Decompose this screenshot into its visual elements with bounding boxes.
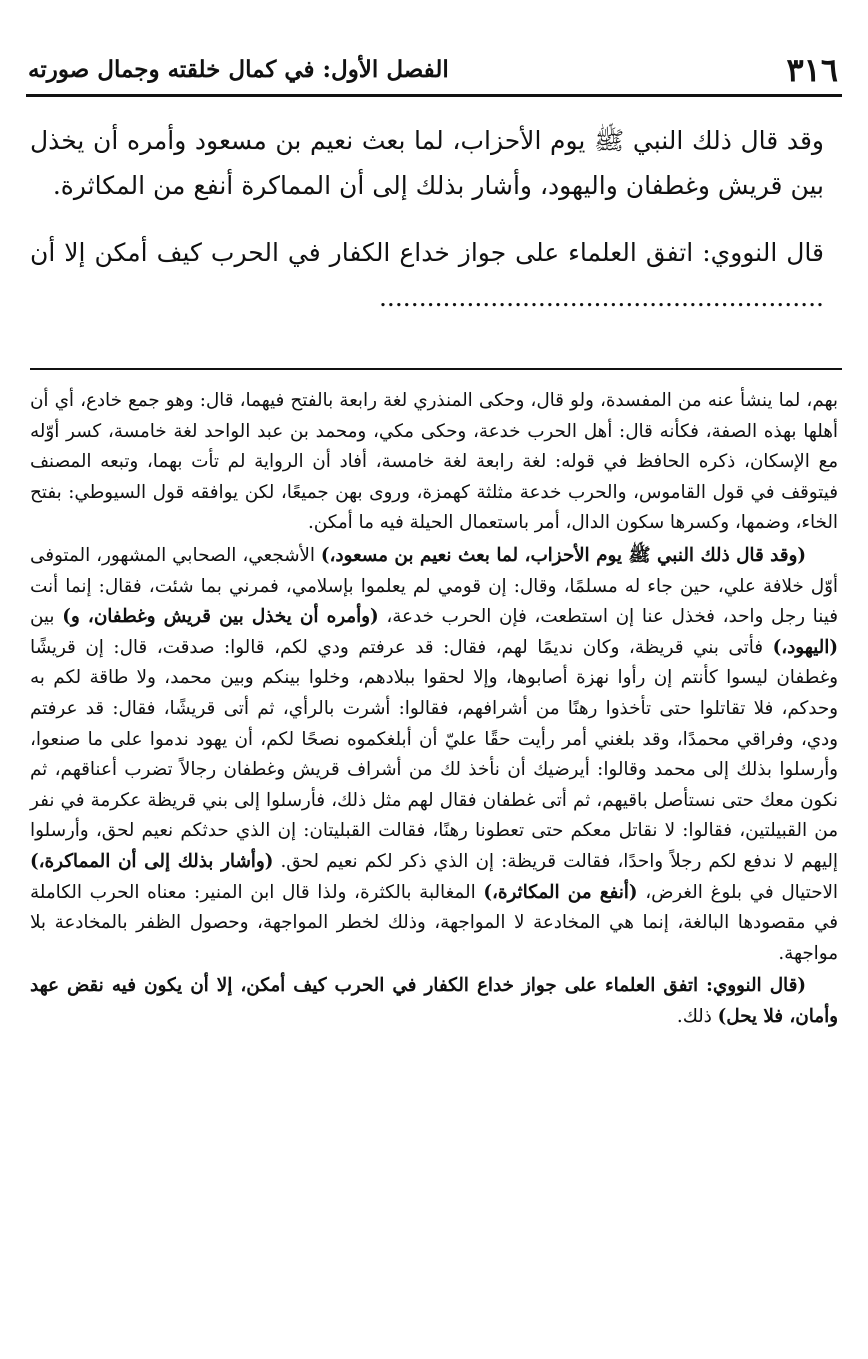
commentary-text: المغالبة بالكثرة، ولذا قال ابن المنير: معناه الحرب الكاملة في مقصودها البالغة، إنما هي المخادعة لا المواجهة، وذلك لخطر المواجهة، وحصول الظفر بالمخادعة بلا مواجهة. [30,881,838,964]
quoted-text: (أنفع من المكاثرة،) [483,881,638,903]
quoted-text: (وأمره أن يخذل بين قريش وغطفان، و) [62,606,379,628]
header-rule [26,94,842,97]
running-header [28,40,838,90]
commentary-separator [30,368,842,370]
commentary-paragraph-1: بهم، لما ينشأ عنه من المفسدة، ولو قال، وحكى المنذري لغة رابعة بالفتح فيهما، قال: وهو جمع خادع، أي أن أهلها بهذه الصفة، فكأنه قال: أهل الحرب خدعة، وحكى مكي، ومحمد بن عبد الواحد لغة خامسة، كسر أوّله مع الإسكان، ذكره الحافظ في قوله: لغة رابعة لغة خامسة، أفاد أن الرواية لم تأت بهما، وتبعه المصنف فيتوقف في قول القاموس، والحرب خدعة مثلثة كهمزة، وروى بهن جميعًا، لكن يوافقه قول السيوطي: بفتح الخاء، وضمها، وكسرها سكون الدال، أمر باستعمال الحيلة فيه ما أمكن. [30,390,838,534]
commentary-text: الاحتيال في بلوغ الغرض، [637,881,839,903]
quoted-text: (وأشار بذلك إلى أن المماكرة،) [30,850,274,872]
quoted-text: (اليهود،) [772,636,838,658]
quoted-text: (وقد قال ذلك النبي ﷺ يوم الأحزاب، لما بعث نعيم بن مسعود،) [320,544,806,566]
main-text [30,118,824,320]
commentary-text: ذلك. [676,1005,718,1027]
main-text-paragraph-2-text: قال النووي: اتفق العلماء على جواز خداع الكفار في الحرب كيف أمكن إلا أن [30,238,824,267]
main-text-paragraph-1: وقد قال ذلك النبي ﷺ يوم الأحزاب، لما بعث نعيم بن مسعود وأمره أن يخذل بين قريش وغطفان واليهود، وأشار بذلك إلى أن المماكرة أنفع من المكاثرة. [30,126,824,200]
commentary [30,386,838,1032]
quoted-text: (قال النووي: اتفق العلماء على جواز خداع الكفار في الحرب كيف أمكن، إلا أن يكون فيه نقض عهد وأمان، فلا يحل) [30,975,838,1027]
commentary-text: فأتى بني قريظة، وكان نديمًا لهم، فقال: قد عرفتم ودي لكم، قالوا: صدقت، قال: إن قريشًا وغطفان ليسوا كأنتم إن رأوا نهزة أصابوها، وإلا لحقوا ببلادهم، وخلوا بينكم وبين محمد، ولا طاقة لكم به وحدكم، فلا تقاتلوا حتى تأخذوا رهنًا من أشرافهم، فقالوا: أشرت بالرأي، ثم أتى قريشًا، فقال: قد عرفتم ودي، وفراقي محمدًا، وقد بلغني أمر رأيت حقًا عليّ أن أبلغكموه نصحًا لكم، أن يهود ندموا على ما صنعوا، وأرسلوا بذلك إلى محمد وقالوا: أيرضيك أن نأخذ لك من أشراف قريش وغطفان رجالاً تضرب أعناقهم، ثم نكون معك حتى نستأصل باقيهم، ثم أتى غطفان فقال لهم مثل ذلك، فأرسلوا إلى بني قريظة عكرمة في نفر من القبيلتين، فقالوا: لا نقاتل معكم حتى تعطونا رهنًا، فقالت القبليتان: إن الذي حدثكم نعيم لحق، وأرسلوا إليهم لا ندفع لكم رجلاً واحدًا، فقالت قريظة: إن الذي ذكر لكم نعيم لحق. [30,636,839,872]
continuation-dots: ........................................................ [378,283,824,312]
commentary-text: الأشجعي، الصحابي المشهور، المتوفى أوّل خلافة علي، حين جاء له مسلمًا، وقال: إن قومي لم يعلموا بإسلامي، فمرني بما شئت، فقال: إنما أنت فينا رجل واحد، فخذل عنا إن استطعت، فإن الحرب خدعة، [30,544,838,628]
page-number: ٣١٦ [786,51,838,89]
commentary-text: بين [30,606,63,628]
chapter-title: الفصل الأول: في كمال خلقته وجمال صورته [28,56,449,83]
main-text-paragraph-2 [30,230,824,320]
commentary-paragraph-2 [30,541,838,969]
commentary-paragraph-3 [30,971,838,1032]
